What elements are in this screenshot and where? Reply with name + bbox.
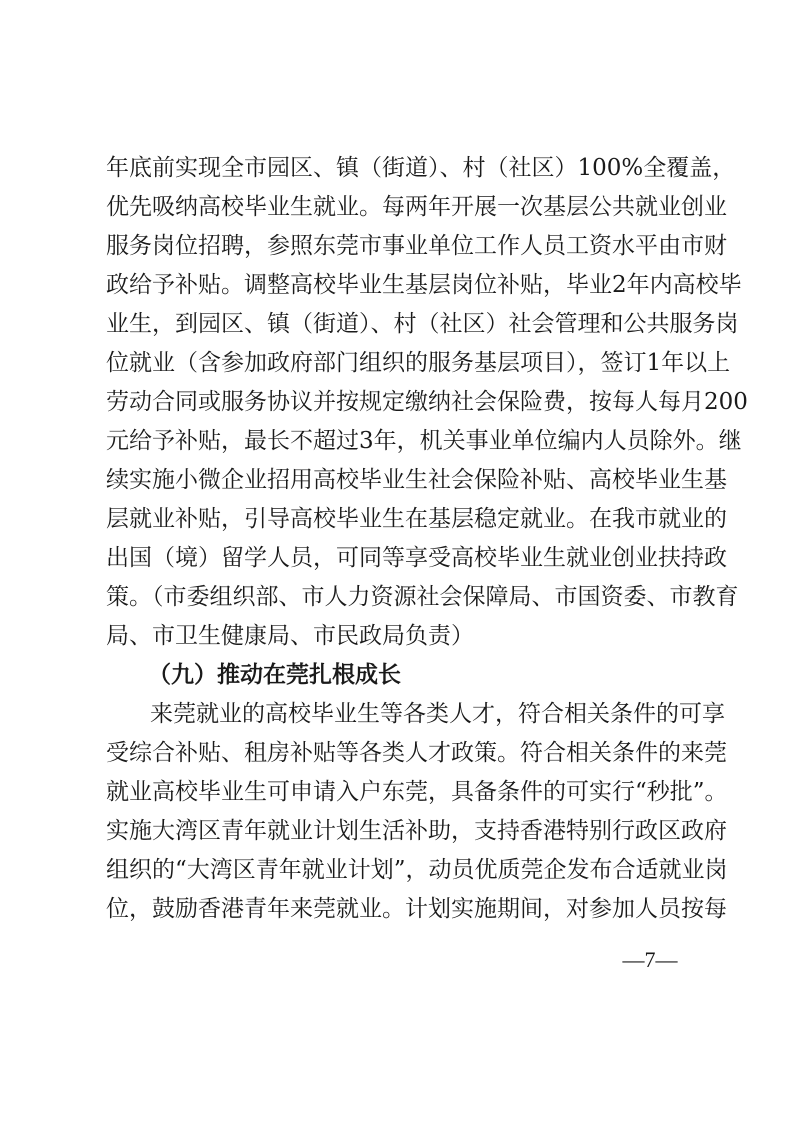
paragraph-line: 优先吸纳高校毕业生就业。每两年开展一次基层公共就业创业 <box>106 194 727 220</box>
paragraph-line: 策。（市委组织部、市人力资源社会保障局、市国资委、市教育 <box>106 584 739 610</box>
paragraph-line: 服务岗位招聘，参照东莞市事业单位工作人员工资水平由市财 <box>106 233 727 259</box>
paragraph-line: 位就业（含参加政府部门组织的服务基层项目），签订1年以上 <box>106 350 731 376</box>
paragraph-line: 出国（境）留学人员，可同等享受高校毕业生就业创业扶持政 <box>106 545 727 571</box>
section-heading: （九）推动在莞扎根成长 <box>148 661 401 688</box>
paragraph-line: 就业高校毕业生可申请入户东莞，具备条件的可实行“秒批”。 <box>106 779 728 805</box>
paragraph-line: 续实施小微企业招用高校毕业生社会保险补贴、高校毕业生基 <box>106 467 727 493</box>
paragraph-line: 局、市卫生健康局、市民政局负责） <box>106 623 474 649</box>
page-number: —7— <box>622 947 678 972</box>
paragraph-line: 位，鼓励香港青年来莞就业。计划实施期间，对参加人员按每 <box>106 896 727 922</box>
paragraph-line: 政给予补贴。调整高校毕业生基层岗位补贴，毕业2年内高校毕 <box>106 272 742 298</box>
paragraph-line: 实施大湾区青年就业计划生活补助，支持香港特别行政区政府 <box>106 818 727 844</box>
paragraph-line: 组织的“大湾区青年就业计划”，动员优质莞企发布合适就业岗 <box>106 857 728 883</box>
paragraph-line: 元给予补贴，最长不超过3年，机关事业单位编内人员除外。继 <box>106 428 742 454</box>
paragraph-line: 业生，到园区、镇（街道）、村（社区）社会管理和公共服务岗 <box>106 311 739 337</box>
paragraph-line: 劳动合同或服务协议并按规定缴纳社会保险费，按每人每月200 <box>106 389 748 415</box>
paragraph-line: 来莞就业的高校毕业生等各类人才，符合相关条件的可享 <box>150 701 725 727</box>
paragraph-line: 年底前实现全市园区、镇（街道）、村（社区）100%全覆盖， <box>106 155 736 181</box>
paragraph-line: 受综合补贴、租房补贴等各类人才政策。符合相关条件的来莞 <box>106 740 727 766</box>
paragraph-line: 层就业补贴，引导高校毕业生在基层稳定就业。在我市就业的 <box>106 506 727 532</box>
